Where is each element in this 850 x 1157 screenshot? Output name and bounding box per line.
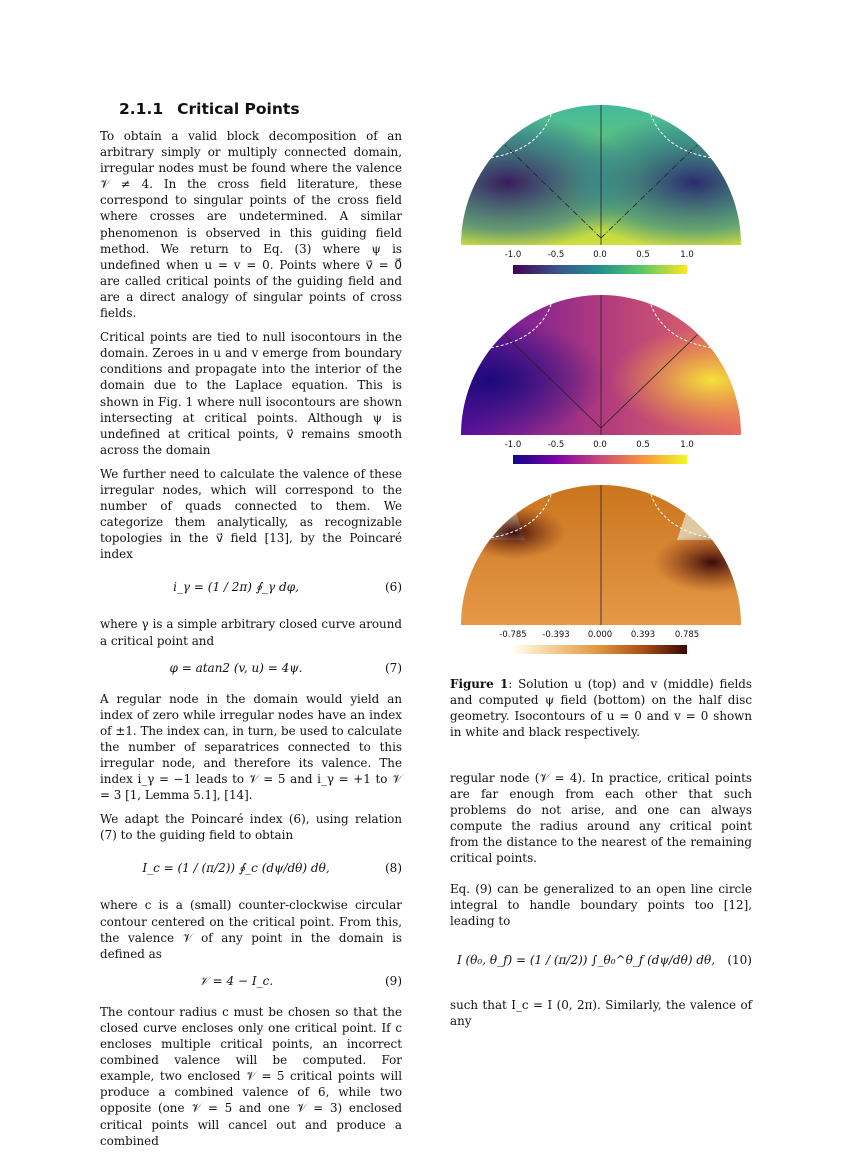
plot-psi-field xyxy=(455,480,747,630)
colorbar-v-tick: 0.5 xyxy=(636,440,650,450)
colorbar-u-tick: -1.0 xyxy=(504,250,522,260)
equation-9-label: (9) xyxy=(385,973,402,988)
colorbar-u-tick: -0.5 xyxy=(547,250,565,260)
colorbar-psi-tick: 0.785 xyxy=(674,630,700,640)
colorbar-v-tick: 0.0 xyxy=(593,440,607,450)
colorbar-u-tick: 0.5 xyxy=(636,250,650,260)
figure-caption-label: Figure 1 xyxy=(450,677,509,691)
colorbar-v-gradient xyxy=(513,455,687,464)
equation-7-label: (7) xyxy=(385,660,402,675)
colorbar-psi xyxy=(450,630,752,660)
paragraph-generalize: Eq. (9) can be generalized to an open line circle integral to handle boundary points too [12], leading to xyxy=(450,881,752,928)
plot-v-field xyxy=(455,290,747,440)
plot-u-field xyxy=(455,100,747,250)
colorbar-v xyxy=(450,440,752,470)
paragraph-radius: The contour radius c must be chosen so that the closed curve encloses only one critical point. If c encloses multiple critical points, an incorrect combined valence will be computed. For example, two enclosed 𝒱 = 5 critical points will produce a combined valence of 6, while two opposite (one 𝒱 = 5 and one 𝒱 = 3) enclosed critical points will cancel out and produce a combined xyxy=(100,1004,402,1148)
equation-10-label: (10) xyxy=(727,952,752,967)
colorbar-u-tick: 1.0 xyxy=(680,250,694,260)
equation-10 xyxy=(450,943,752,989)
equation-9-body: 𝒱 = 4 − I_c. xyxy=(198,973,274,988)
equation-8 xyxy=(100,851,402,889)
paragraph-gamma: where γ is a simple arbitrary closed curve around a critical point and xyxy=(100,617,402,648)
equation-10-body: I (θ₀, θ_f) = (1 / (π/2)) ∫_θ₀^θ_f (dψ/dθ) dθ, xyxy=(456,952,716,967)
equation-9 xyxy=(100,970,402,996)
paragraph-null-isocontours: Critical points are tied to null isocontours in the domain. Zeroes in u and v emerge from boundary conditions and propagate into the interior of the domain due to the Laplace equation. This is shown in Fig. 1 where null isocontours are shown intersecting at critical points. Although ψ is undefined at critical points, v⃗ remains smooth across the domain xyxy=(100,330,402,457)
paragraph-regular-node-cont: regular node (𝒱 = 4). In practice, critical points are far enough from each other that such problems do not arise, and one can always compute the radius around any critical point from the distance to the nearest of the remaining critical points. xyxy=(450,771,752,866)
section-number: 2.1.1 xyxy=(119,100,164,118)
colorbar-u-gradient xyxy=(513,265,687,274)
colorbar-psi-tick: 0.000 xyxy=(587,630,613,640)
equation-8-body: I_c = (1 / (π/2)) ∮_c (dψ/dθ) dθ, xyxy=(142,861,330,876)
paragraph-valence: We further need to calculate the valence of these irregular nodes, which will correspond to the number of quads connected to them. We categorize them analytically, as recognizable topologies in the v⃗ field [13], by the Poincaré index xyxy=(100,466,402,562)
colorbar-v-tick: -1.0 xyxy=(504,440,522,450)
colorbar-u-tick: 0.0 xyxy=(593,250,607,260)
equation-6-label: (6) xyxy=(385,580,402,595)
paragraph-intro: To obtain a valid block decomposition of an arbitrary simply or multiply connected domain, irregular nodes must be found where the valence 𝒱 ≠ 4. In the cross field literature, these correspond to singular points of the cross field where crosses are undetermined. A similar phenomenon is observed in this guiding field method. We return to Eq. (3) where ψ is undefined when u = v = 0. Points where v⃗ = 0⃗ are called critical points of the guiding field and are a direct analogy of singular points of cross fields. xyxy=(100,129,402,321)
colorbar-psi-tick: -0.393 xyxy=(542,630,570,640)
equation-7-body: φ = atan2 (v, u) = 4ψ. xyxy=(169,660,303,675)
figure-1 xyxy=(450,100,752,740)
paragraph-adapt: We adapt the Poincaré index (6), using relation (7) to the guiding field to obtain xyxy=(100,812,402,843)
equation-6-body: i_γ = (1 / 2π) ∮_γ dφ, xyxy=(173,580,299,595)
section-heading xyxy=(119,100,402,118)
equation-8-label: (8) xyxy=(385,861,402,876)
right-text xyxy=(450,770,752,1037)
colorbar-u xyxy=(450,250,752,280)
colorbar-psi-tick: -0.785 xyxy=(499,630,527,640)
equation-6 xyxy=(100,570,402,608)
colorbar-v-tick: 1.0 xyxy=(680,440,694,450)
colorbar-v-tick: -0.5 xyxy=(547,440,565,450)
colorbar-psi-tick: 0.393 xyxy=(630,630,656,640)
equation-7 xyxy=(100,657,402,683)
paragraph-contour: where c is a (small) counter-clockwise circular contour centered on the critical point. From this, the valence 𝒱 of any point in the domain is defined as xyxy=(100,898,402,961)
figure-caption-text: : Solution u (top) and v (middle) fields and computed ψ field (bottom) on the half disc geometry. Isocontours of u = 0 and v = 0 shown in white and black respectively. xyxy=(450,677,753,739)
left-column xyxy=(100,100,402,1157)
section-title: Critical Points xyxy=(177,100,300,118)
paragraph-regular-node: A regular node in the domain would yield an index of zero while irregular nodes have an index of ±1. The index can, in turn, be used to calculate the number of separatrices connected to this irregular node, and therefore its valence. The index i_γ = −1 leads to 𝒱 = 5 and i_γ = +1 to 𝒱 = 3 [1, Lemma 5.1], [14]. xyxy=(100,691,402,803)
paragraph-such-that: such that I_c = I (0, 2π). Similarly, the valence of any xyxy=(450,997,752,1028)
figure-caption xyxy=(450,676,752,740)
colorbar-psi-gradient xyxy=(513,645,687,654)
